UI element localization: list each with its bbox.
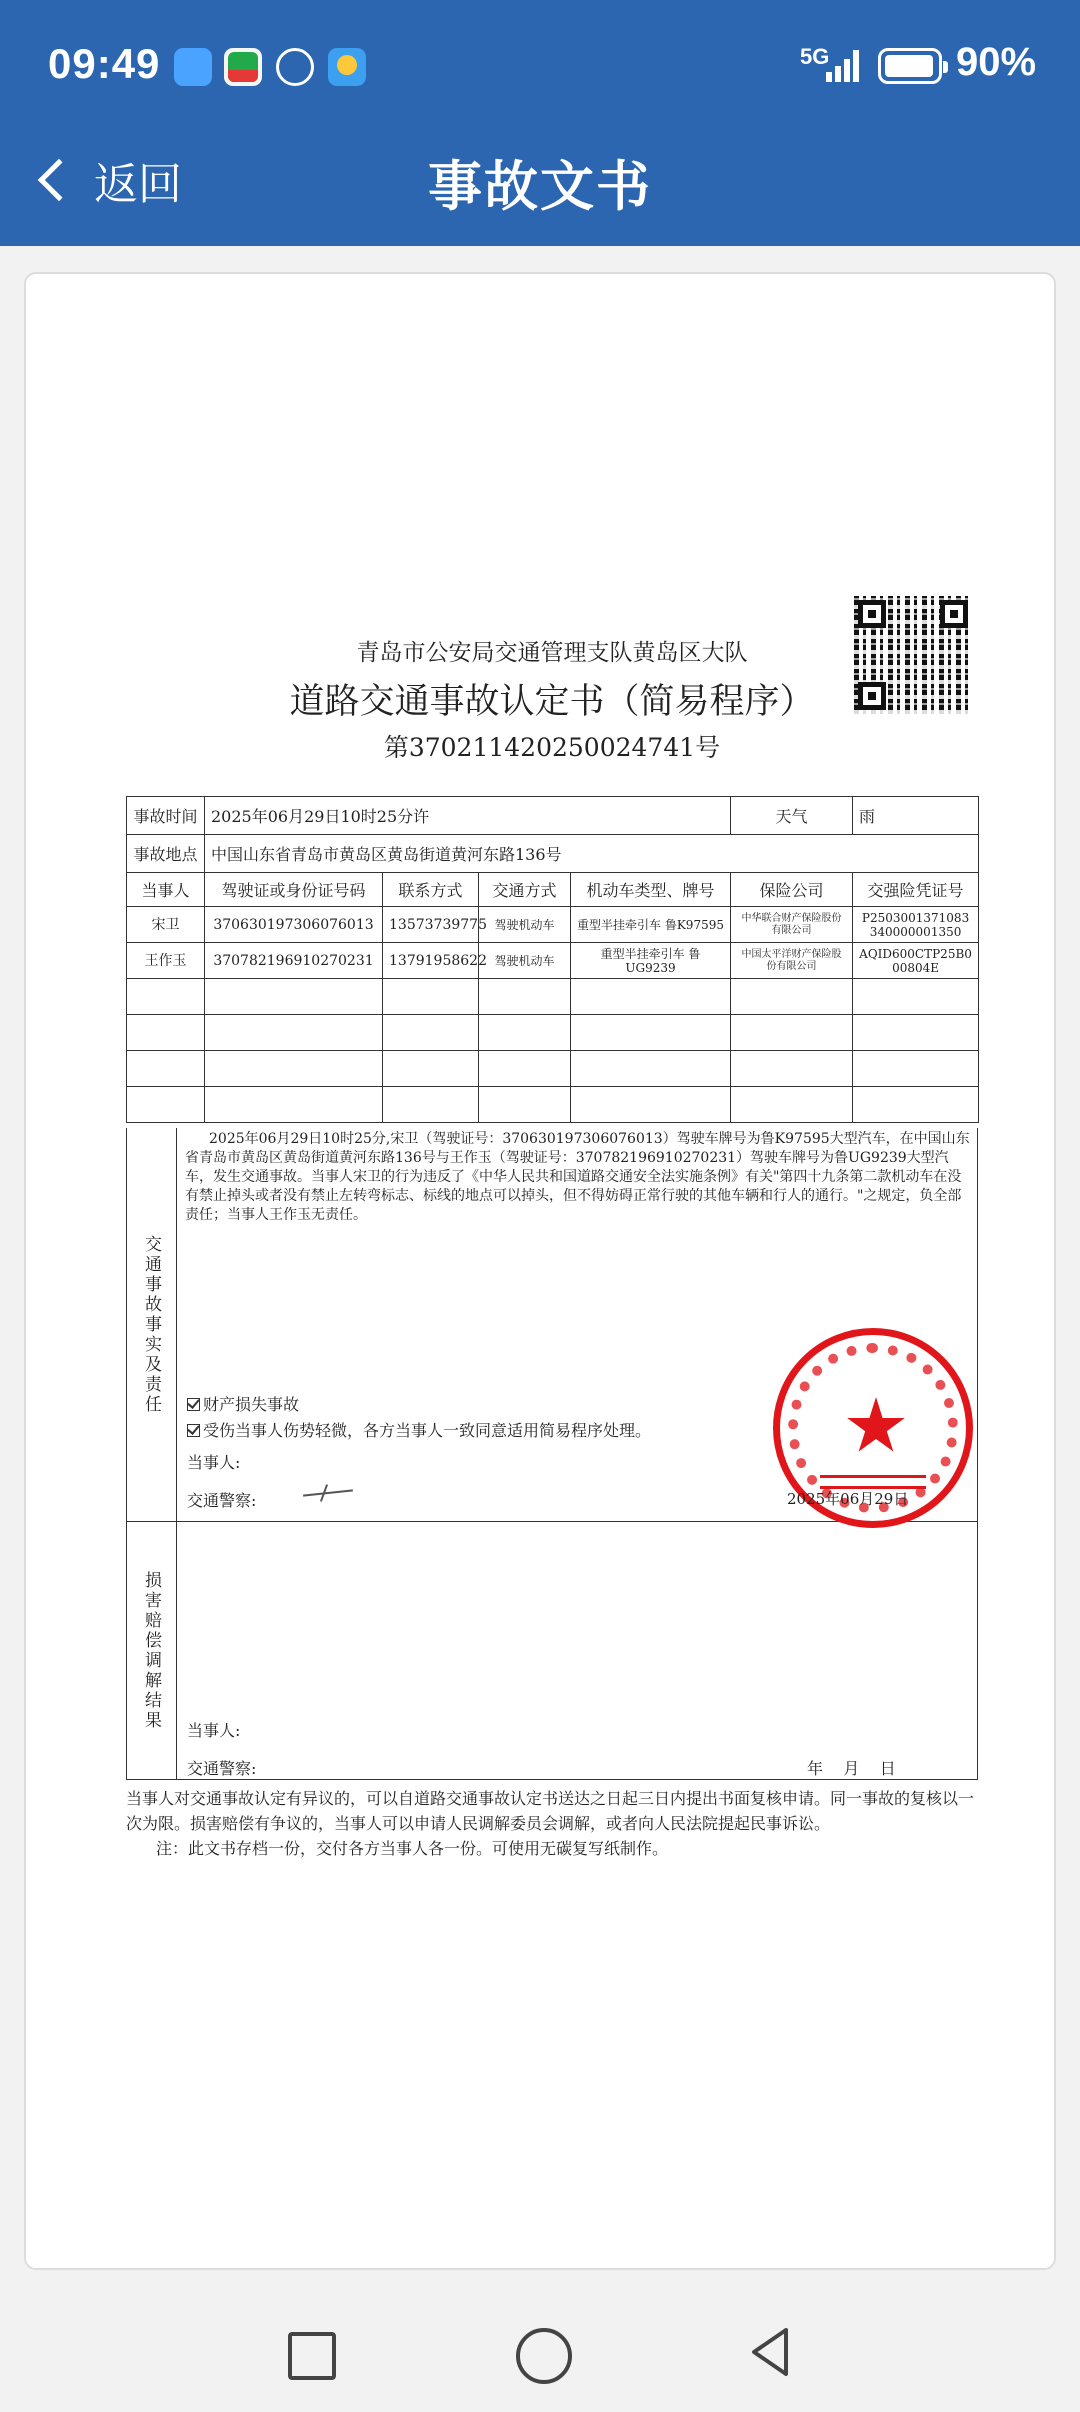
doc-notes: [126, 1786, 978, 1861]
note-2: 注：此文书存档一份，交付各方当事人各一份。可使用无碳复写纸制作。: [156, 1839, 669, 1858]
party-sign-label: 当事人:: [187, 1453, 241, 1472]
doc-number: 第370211420250024741号: [383, 733, 721, 762]
party-id: 370782196910270231: [205, 943, 383, 979]
damage-section: [126, 1522, 978, 1780]
recent-apps-button[interactable]: [278, 2322, 338, 2382]
damage-label: 损害赔偿调解结果: [141, 1570, 161, 1731]
party-insurer: 中国太平洋财产保险股份有限公司: [731, 943, 853, 979]
party-policy: AQID600CTP25B000804E: [853, 943, 979, 979]
place-label: 事故地点: [127, 835, 205, 873]
party-vehicle: 重型半挂牵引车 鲁K97595: [571, 907, 731, 943]
status-time: 09:49: [48, 40, 161, 87]
col-header: 保险公司: [731, 873, 853, 907]
table-row: [127, 1015, 979, 1051]
party-phone: 13573739775: [383, 907, 479, 943]
table-row: [127, 979, 979, 1015]
party-mode: 驾驶机动车: [479, 943, 571, 979]
col-header: 机动车类型、牌号: [571, 873, 731, 907]
accident-table: [126, 796, 979, 1123]
triangle-back-icon: [740, 2322, 800, 2382]
back-label: 返回: [94, 160, 182, 209]
table-row: [127, 1051, 979, 1087]
check-property: 财产损失事故: [203, 1395, 300, 1414]
gesture-icon: [276, 48, 314, 86]
facts-text: 2025年06月29日10时25分,宋卫（驾驶证号：370630197306076013）驾驶车牌号为鲁K97595大型汽车，在中国山东省青岛市黄岛区黄岛街道黄河东路136号与王作玉（驾驶证号：370782196910270231）驾驶车牌号为鲁UG9239大型汽车，发生交通事故。当事人宋卫的行为违反了《中华人民共和国道路交通安全法实施条例》有关"第四十九条第二款机动车在没有禁止掉头或者没有禁止左转弯标志、标线的地点可以掉头，但不得妨碍正常行驶的其他车辆和行人的通行。"之规定，负全部责任；当事人王作玉无责任。: [185, 1131, 970, 1223]
checkbox-icon: [187, 1424, 200, 1437]
weather-icon: [328, 48, 366, 86]
time-label: 事故时间: [127, 797, 205, 835]
party-name: 宋卫: [127, 907, 205, 943]
doc-title: 道路交通事故认定书（简易程序）: [289, 682, 815, 722]
note-1: 当事人对交通事故认定有异议的，可以自道路交通事故认定书送达之日起三日内提出书面复核申请。同一事故的复核以一次为限。损害赔偿有争议的，当事人可以申请人民调解委员会调解，或者向人民法院提起民事诉讼。: [126, 1789, 975, 1833]
table-row: [127, 943, 979, 979]
signal-icon: [820, 48, 862, 82]
navigation-bar: [0, 2296, 1080, 2412]
party-name: 王作玉: [127, 943, 205, 979]
party-policy: P2503001371083340000001350: [853, 907, 979, 943]
facts-section: [126, 1128, 978, 1522]
honor-app-icon: [174, 48, 212, 86]
col-header: 当事人: [127, 873, 205, 907]
damage-police-label: 交通警察:: [187, 1759, 257, 1778]
time-value: 2025年06月29日10时25分许: [205, 797, 731, 835]
party-insurer: 中华联合财产保险股份有限公司: [731, 907, 853, 943]
party-mode: 驾驶机动车: [479, 907, 571, 943]
status-bar: [0, 0, 1080, 136]
party-phone: 13791958622: [383, 943, 479, 979]
top-bar: [0, 0, 1080, 246]
col-header: 联系方式: [383, 873, 479, 907]
col-header: 交强险凭证号: [853, 873, 979, 907]
party-vehicle: 重型半挂牵引车 鲁UG9239: [571, 943, 731, 979]
col-header: 交通方式: [479, 873, 571, 907]
weather-label: 天气: [731, 797, 853, 835]
damage-date: 年 月 日: [807, 1759, 896, 1778]
police-label: 交通警察:: [187, 1491, 257, 1510]
battery-icon: [878, 48, 942, 84]
network-type: 5G: [800, 44, 830, 69]
check-injury: 受伤当事人伤势轻微，各方当事人一致同意适用简易程序处理。: [203, 1421, 652, 1440]
table-row: [127, 1087, 979, 1123]
table-row: [127, 907, 979, 943]
facts-date: 2025年06月29日: [787, 1490, 909, 1508]
58-app-icon: [224, 48, 262, 86]
back-nav-button[interactable]: [740, 2322, 800, 2382]
damage-party-label: 当事人:: [187, 1721, 241, 1740]
checkbox-icon: [187, 1398, 200, 1411]
weather-value: 雨: [853, 797, 979, 835]
doc-org: 青岛市公安局交通管理支队黄岛区大队: [356, 640, 748, 666]
facts-label: 交通事故事实及责任: [141, 1234, 161, 1415]
signature-icon: [303, 1484, 363, 1504]
party-id: 370630197306076013: [205, 907, 383, 943]
battery-percent: 90%: [956, 40, 1037, 84]
home-button[interactable]: [510, 2322, 570, 2382]
place-value: 中国山东省青岛市黄岛区黄岛街道黄河东路136号: [205, 835, 979, 873]
page-title: 事故文书: [428, 157, 652, 217]
col-header: 驾驶证或身份证号码: [205, 873, 383, 907]
